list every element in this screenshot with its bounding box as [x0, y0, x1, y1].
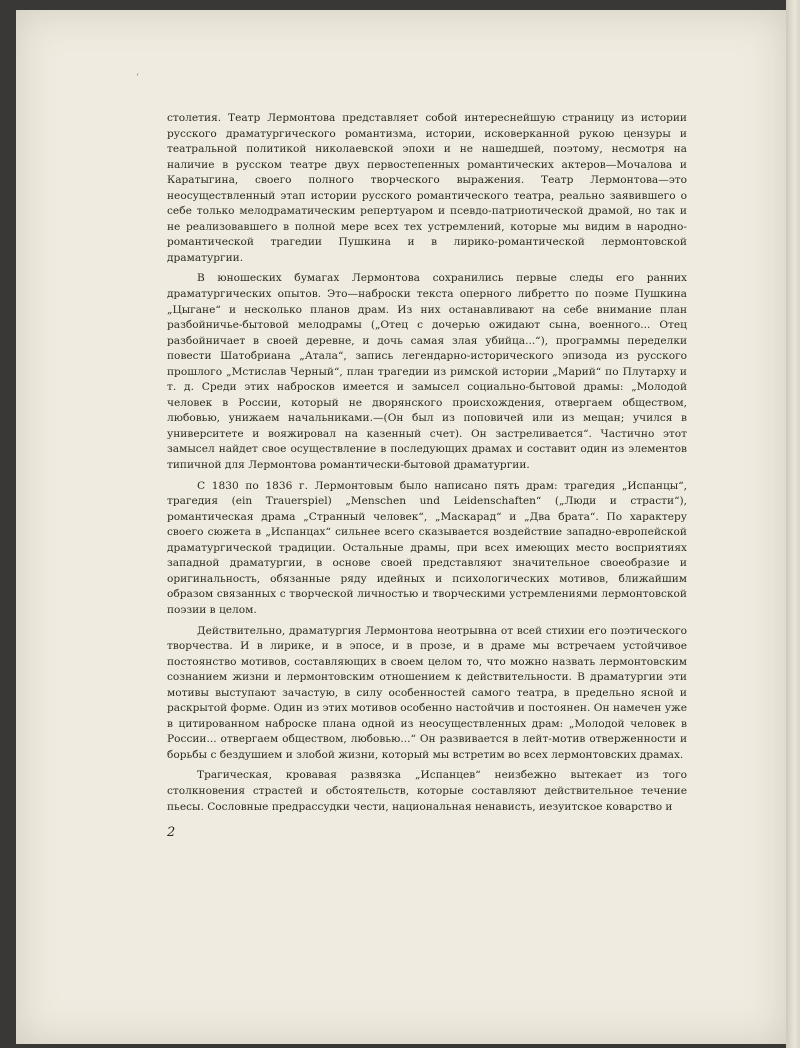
paragraph-1: столетия. Театр Лермонтова представляет собой интереснейшую страницу из истории русского драматургического романтизма, истории, исковерканной рукою цензуры и театральной политикой николаевской эпохи и не нашедшей, поэтому, несмотря на наличие в русском театре двух первостепенных романтических актеров—Мочалова и Каратыгина, своего полного творческого выражения. Театр Лермонтова—это неосуществленный этап истории русского романтического театра, реально заявившего о себе только мелодраматическим репертуаром и псевдо-патриотической драмой, но так и не реализовавшего в полной мере всех тех устремлений, которые мы видим в народно-романтической трагедии Пушкина и в лирико-романтической лермонтовской драматургии.: [167, 112, 687, 264]
paragraph-2: В юношеских бумагах Лермонтова сохранились первые следы его ранних драматургических опытов. Это—наброски текста оперного либретто по поэме Пушкина „Цыгане“ и несколько планов драм. Из них останавливают на себе внимание план разбойничье-бытовой мелодрамы („Отец с дочерью ожидают сына, военного... Отец разбойничает в своей деревне, и дочь самая злая убийца...“), программы переделки повести Шатобриана „Атала“, запись легендарно-исторического эпизода из русского прошлого „Мстислав Черный“, план трагедии из римской истории „Марий“ по Плутарху и т. д. Среди этих набросков имеется и замысел социально-бытовой драмы: „Молодой человек в России, который не дворянского происхождения, отвергаем обществом, любовью, унижаем начальниками.—(Он был из поповичей или из мещан; учился в университете и вояжировал на казенный счет). Он застреливается“. Частично этот замысел найдет свое осуществление в последующих драмах и составит один из элементов типичной для Лермонтова романтически-бытовой драматургии.: [167, 272, 687, 472]
body-text: [167, 111, 687, 815]
paragraph-5: Трагическая, кровавая развязка „Испанцев“ неизбежно вытекает из того столкновения страстей и обстоятельств, которые составляют действительное течение пьесы. Сословные предрассудки чести, национальная ненависть, иезуитское коварство и: [167, 769, 687, 813]
margin-mark: ‘: [136, 73, 139, 83]
book-spine: [786, 0, 800, 1048]
paragraph-3: С 1830 по 1836 г. Лермонтовым было написано пять драм: трагедия „Испанцы“, трагедия (ein Trauerspiel) „Menschen und Leidenschaften“ („Люди и страсти“), романтическая драма „Странный человек“, „Маскарад“ и „Два брата“. По характеру своего сюжета в „Испанцах“ сильнее всего сказывается воздействие западно-европейской драматургической традиции. Остальные драмы, при всех имеющих место восприятиях западной драматургии, в основе своей представляют значительное своеобразие и оригинальность, обязанные ряду идейных и психологических мотивов, ближайшим образом связанных с творческой личностью и творческими устремлениями лермонтовской поэзии в целом.: [167, 479, 687, 616]
paragraph-4: Действительно, драматургия Лермонтова неотрывна от всей стихии его поэтического творчества. И в лирике, и в эпосе, и в прозе, и в драме мы встречаем устойчивое постоянство мотивов, составляющих в своем целом то, что можно назвать лермонтовским сознанием жизни и лермонтовским отношением к действительности. В драматургии эти мотивы выступают зачастую, в силу особенностей самого театра, в предельно ясной и раскрытой форме. Один из этих мотивов особенно настойчив и постоянен. Он намечен уже в цитированном наброске плана одной из неосуществленных драм: „Молодой человек в России... отвергаем обществом, любовью...“ Он развивается в лейт-мотив отверженности и борьбы с бездушием и злобой жизни, который мы встретим во всех лермонтовских драмах.: [167, 624, 687, 761]
page-number: 2: [167, 825, 176, 840]
